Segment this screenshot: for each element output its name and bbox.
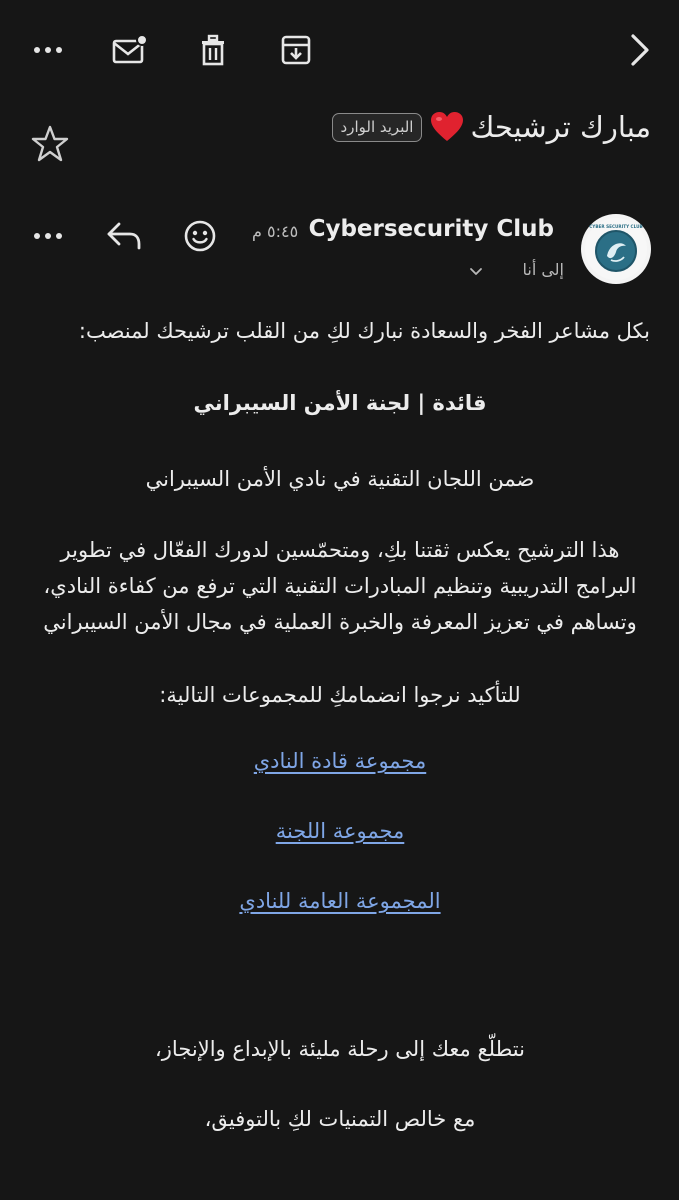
greeting-text: بكل مشاعر الفخر والسعادة نبارك لكِ من القلب ترشيحك لمنصب: [78,319,650,343]
email-subject: مبارك ترشيحك [470,110,651,144]
subject-row [0,100,679,170]
recipient-label[interactable]: إلى أنا [522,260,564,279]
message-more-icon[interactable] [26,214,70,258]
sender-name[interactable]: Cybersecurity Club [308,216,554,242]
sender-avatar[interactable] [581,214,651,284]
avatar-club-text: CYBER SECURITY CLUB [589,224,643,229]
email-body [30,300,650,1138]
emoji-reaction-icon[interactable] [178,214,222,258]
top-toolbar [0,22,679,78]
confirm-text: للتأكيد نرجوا انضمامكِ للمجموعات التالية: [159,683,521,707]
chevron-right-icon[interactable] [618,28,662,72]
sent-time: ٥:٤٥ م [252,222,299,241]
link-general-group[interactable]: المجموعة العامة للنادي [239,889,441,913]
star-icon[interactable] [28,122,72,166]
inbox-label-badge[interactable]: البريد الوارد [332,113,423,142]
trash-icon[interactable] [191,28,235,72]
mark-unread-icon[interactable] [108,28,152,72]
archive-icon[interactable] [274,28,318,72]
link-committee-group[interactable]: مجموعة اللجنة [275,819,405,843]
sender-row [0,210,679,290]
subject-line [332,110,651,144]
scope-text: ضمن اللجان التقنية في نادي الأمن السيبراني [145,467,535,491]
chevron-down-icon[interactable] [468,263,484,279]
link-leaders-group[interactable]: مجموعة قادة النادي [253,749,427,773]
reply-icon[interactable] [102,214,146,258]
more-horizontal-icon[interactable] [26,28,70,72]
position-title: قائدة | لجنة الأمن السيبراني [193,391,487,415]
closing-line-2: مع خالص التمنيات لكِ بالتوفيق، [204,1107,476,1131]
closing-line-1: نتطلّع معك إلى رحلة مليئة بالإبداع والإنجاز، [155,1037,525,1061]
nomination-paragraph: هذا الترشيح يعكس ثقتنا بكِ، ومتحمّسين لدورك الفعّال في تطوير البرامج التدريبية وتنظيم المبادرات التقنية التي ترفع من كفاءة النادي، وتساهم في تعزيز المعرفة والخبرة العملية في مجال الأمن السيبراني [43,538,637,634]
heart-emoji-icon [430,111,464,143]
